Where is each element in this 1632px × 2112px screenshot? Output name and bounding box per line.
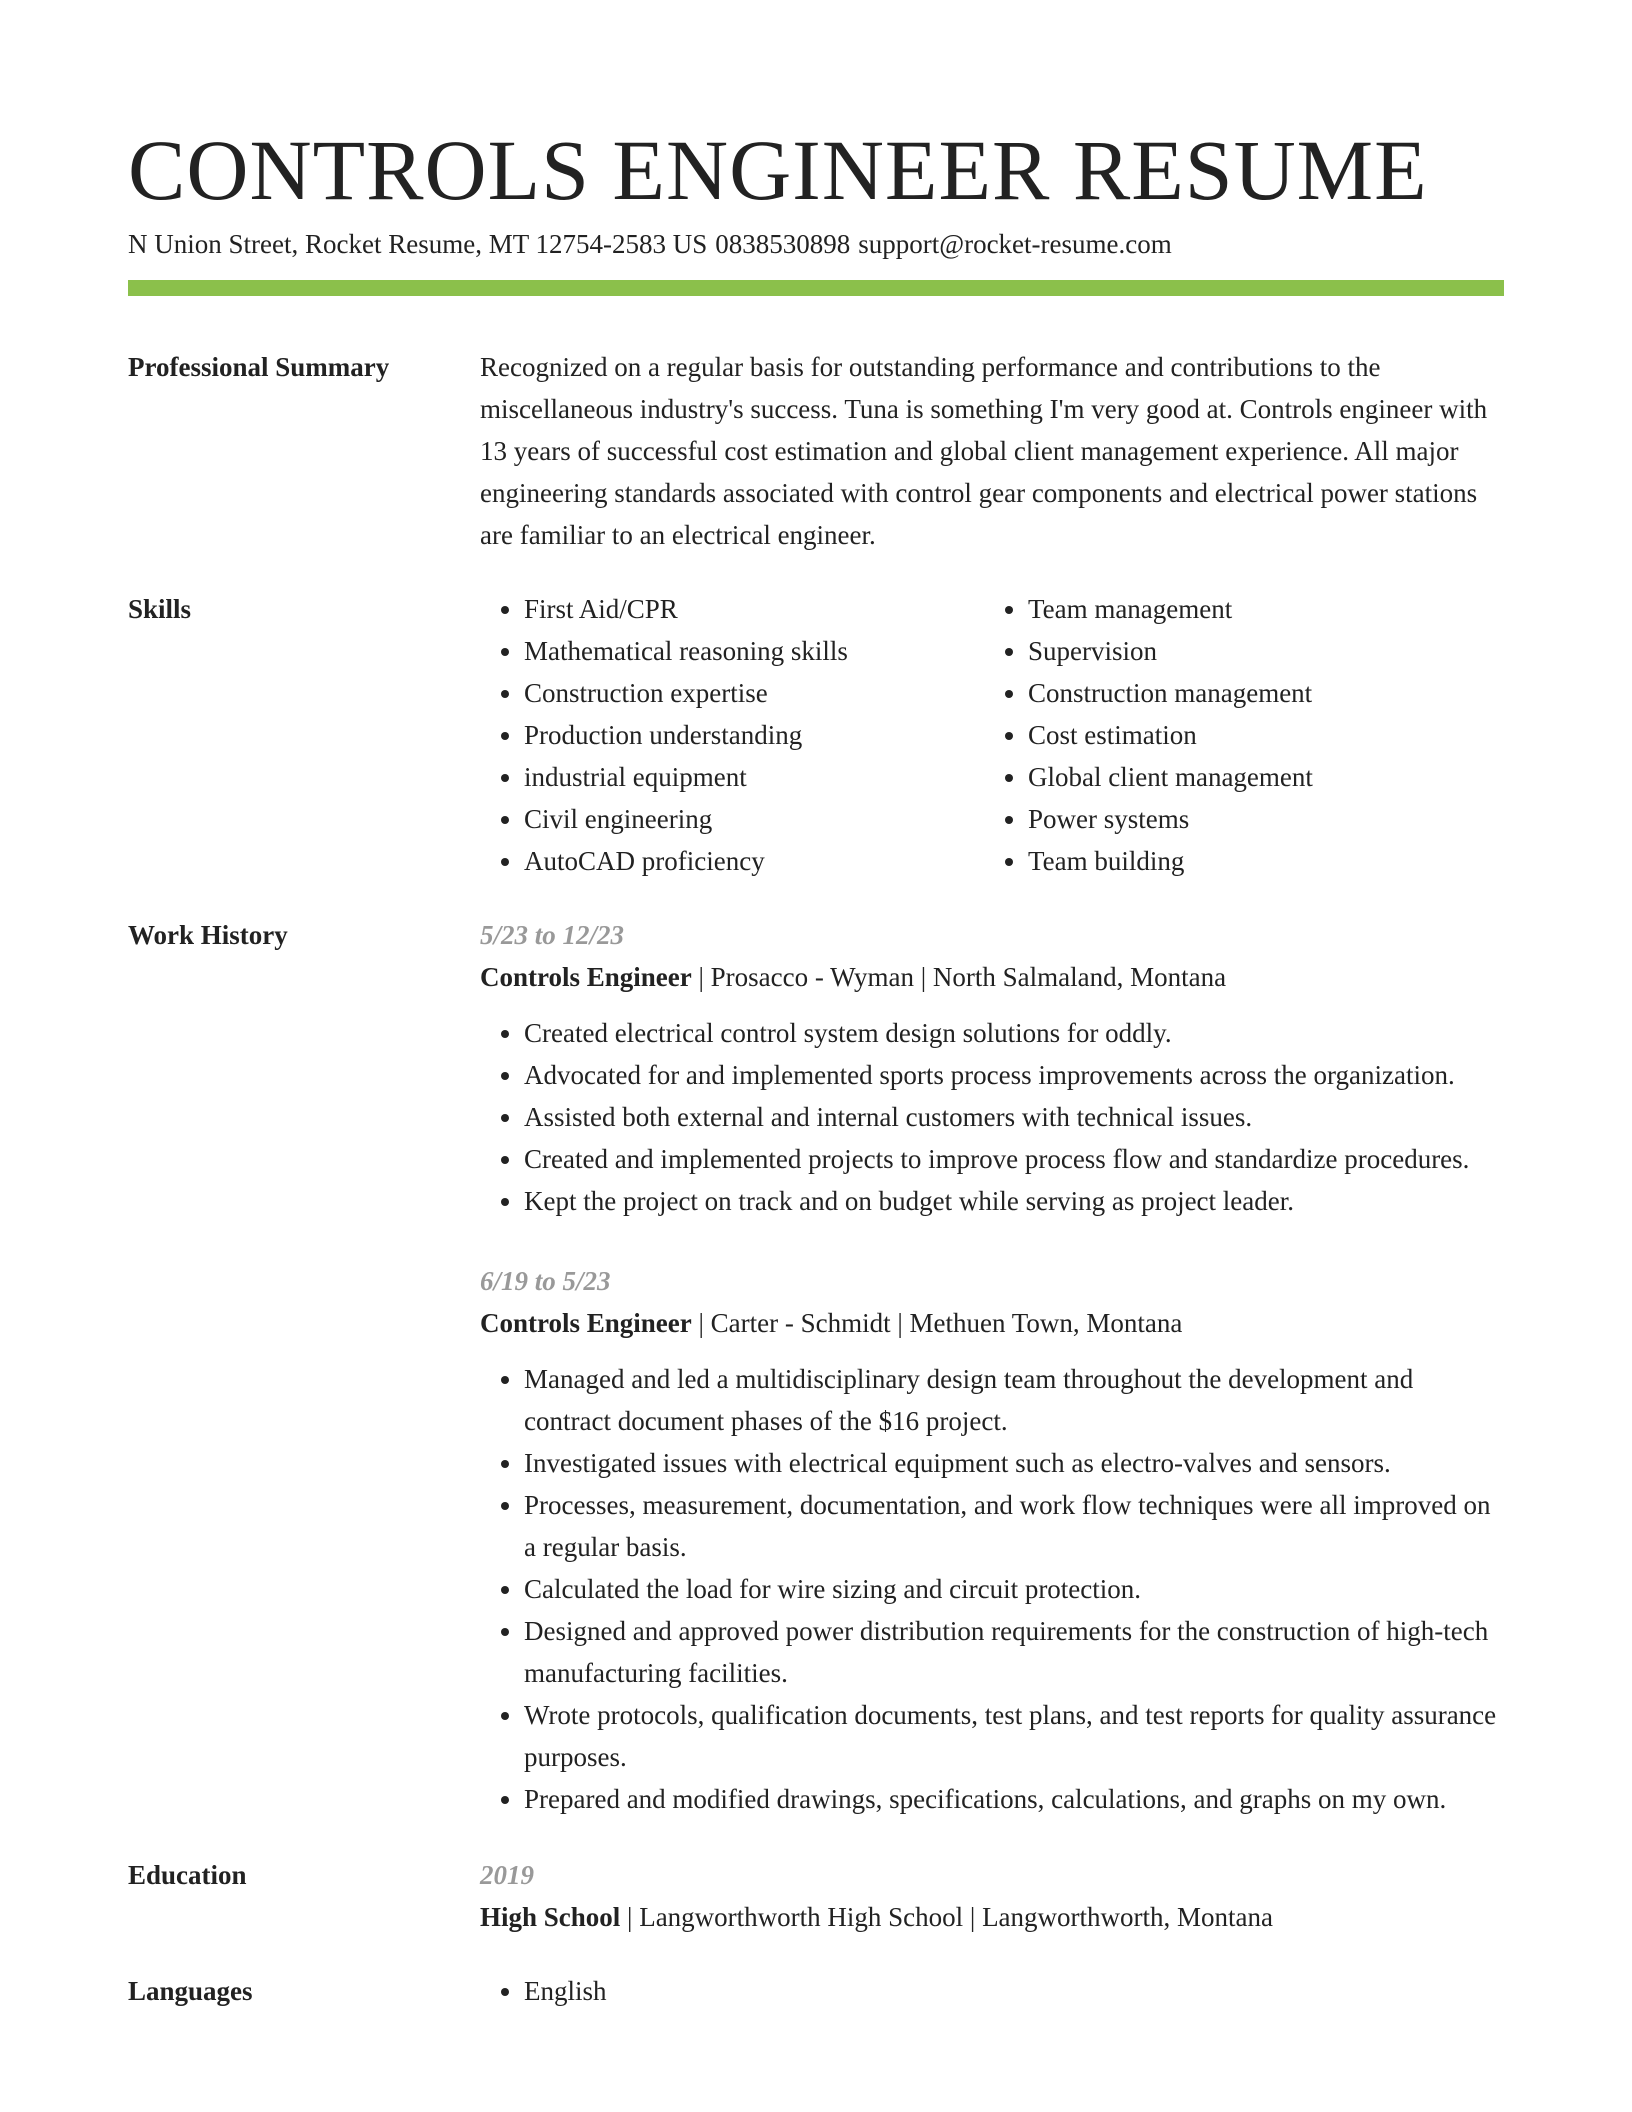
job-bullet: • Prepared and modified drawings, specifications, calculations, and graphs on my own. <box>524 1778 1504 1820</box>
job-bullet: • Wrote protocols, qualification documents, test plans, and test reports for quality assurance purposes. <box>524 1694 1504 1778</box>
resume-title: CONTROLS ENGINEER RESUME <box>128 122 1428 218</box>
skill-item: • Construction management <box>1028 672 1488 714</box>
summary-section <box>128 346 1504 556</box>
skill-item: • Global client management <box>1028 756 1488 798</box>
language-item: • English <box>524 1970 1504 2012</box>
job-bullet: • Advocated for and implemented sports process improvements across the organization. <box>524 1054 1504 1096</box>
job-details: | Prosacco - Wyman | North Salmaland, Montana <box>691 962 1227 992</box>
education-details: | Langworthworth High School | Langworthworth, Montana <box>620 1902 1274 1932</box>
skill-item: • Civil engineering <box>524 798 984 840</box>
summary-heading: Professional Summary <box>128 352 390 382</box>
work-history-section <box>128 914 1504 1820</box>
skill-item: • Mathematical reasoning skills <box>524 630 984 672</box>
skill-item: • Team management <box>1028 588 1488 630</box>
job-title-line <box>480 1302 1504 1344</box>
job-details: | Carter - Schmidt | Methuen Town, Montana <box>691 1308 1183 1338</box>
education-line <box>480 1896 1504 1938</box>
job-bullet: • Managed and led a multidisciplinary design team throughout the development and contract document phases of the $16 project. <box>524 1358 1504 1442</box>
contact-phone: 0838530898 <box>715 229 851 259</box>
skill-item: • industrial equipment <box>524 756 984 798</box>
languages-list <box>480 1970 1504 2012</box>
job-bullets <box>480 1358 1504 1820</box>
skills-section <box>128 588 1504 882</box>
contact-address: N Union Street, Rocket Resume, MT 12754-2583 US <box>128 229 708 259</box>
education-degree: High School <box>480 1902 621 1932</box>
job-bullet: • Created electrical control system design solutions for oddly. <box>524 1012 1504 1054</box>
skill-item: • AutoCAD proficiency <box>524 840 984 882</box>
skills-list-left <box>480 588 984 882</box>
job-title-line <box>480 956 1504 998</box>
job-entry <box>480 1260 1504 1820</box>
contact-email: support@rocket-resume.com <box>858 229 1172 259</box>
skills-list-right <box>984 588 1488 882</box>
skill-item: • First Aid/CPR <box>524 588 984 630</box>
languages-section <box>128 1970 1504 2012</box>
job-bullet: • Kept the project on track and on budget while serving as project leader. <box>524 1180 1504 1222</box>
languages-heading: Languages <box>128 1976 253 2006</box>
contact-line <box>128 226 1504 262</box>
skills-heading: Skills <box>128 594 192 624</box>
job-role: Controls Engineer <box>480 1308 692 1338</box>
summary-text: Recognized on a regular basis for outstanding performance and contributions to the miscellaneous industry's success. Tuna is something I'm very good at. Controls engineer with 13 years of successful cost estimation and global client management experience. All major engineering standards associated with control gear components and electrical power stations are familiar to an electrical engineer. <box>480 352 1488 550</box>
job-role: Controls Engineer <box>480 962 692 992</box>
work-history-heading: Work History <box>128 920 288 950</box>
skill-item: • Cost estimation <box>1028 714 1488 756</box>
job-dates: 5/23 to 12/23 <box>480 920 625 950</box>
job-bullet: • Designed and approved power distribution requirements for the construction of high-tech manufacturing facilities. <box>524 1610 1504 1694</box>
skill-item: • Supervision <box>1028 630 1488 672</box>
education-section <box>128 1854 1504 1938</box>
skill-item: • Construction expertise <box>524 672 984 714</box>
education-heading: Education <box>128 1860 247 1890</box>
skill-item: • Power systems <box>1028 798 1488 840</box>
job-bullets <box>480 1012 1504 1222</box>
resume-page <box>128 122 1504 2012</box>
accent-divider <box>128 280 1504 296</box>
job-entry <box>480 914 1504 1222</box>
job-bullet: • Investigated issues with electrical equipment such as electro-valves and sensors. <box>524 1442 1504 1484</box>
education-year: 2019 <box>480 1860 534 1890</box>
job-dates: 6/19 to 5/23 <box>480 1266 611 1296</box>
job-bullet: • Processes, measurement, documentation, and work flow techniques were all improved on a regular basis. <box>524 1484 1504 1568</box>
skill-item: • Team building <box>1028 840 1488 882</box>
skill-item: • Production understanding <box>524 714 984 756</box>
job-bullet: • Calculated the load for wire sizing and circuit protection. <box>524 1568 1504 1610</box>
job-bullet: • Created and implemented projects to improve process flow and standardize procedures. <box>524 1138 1504 1180</box>
job-bullet: • Assisted both external and internal customers with technical issues. <box>524 1096 1504 1138</box>
